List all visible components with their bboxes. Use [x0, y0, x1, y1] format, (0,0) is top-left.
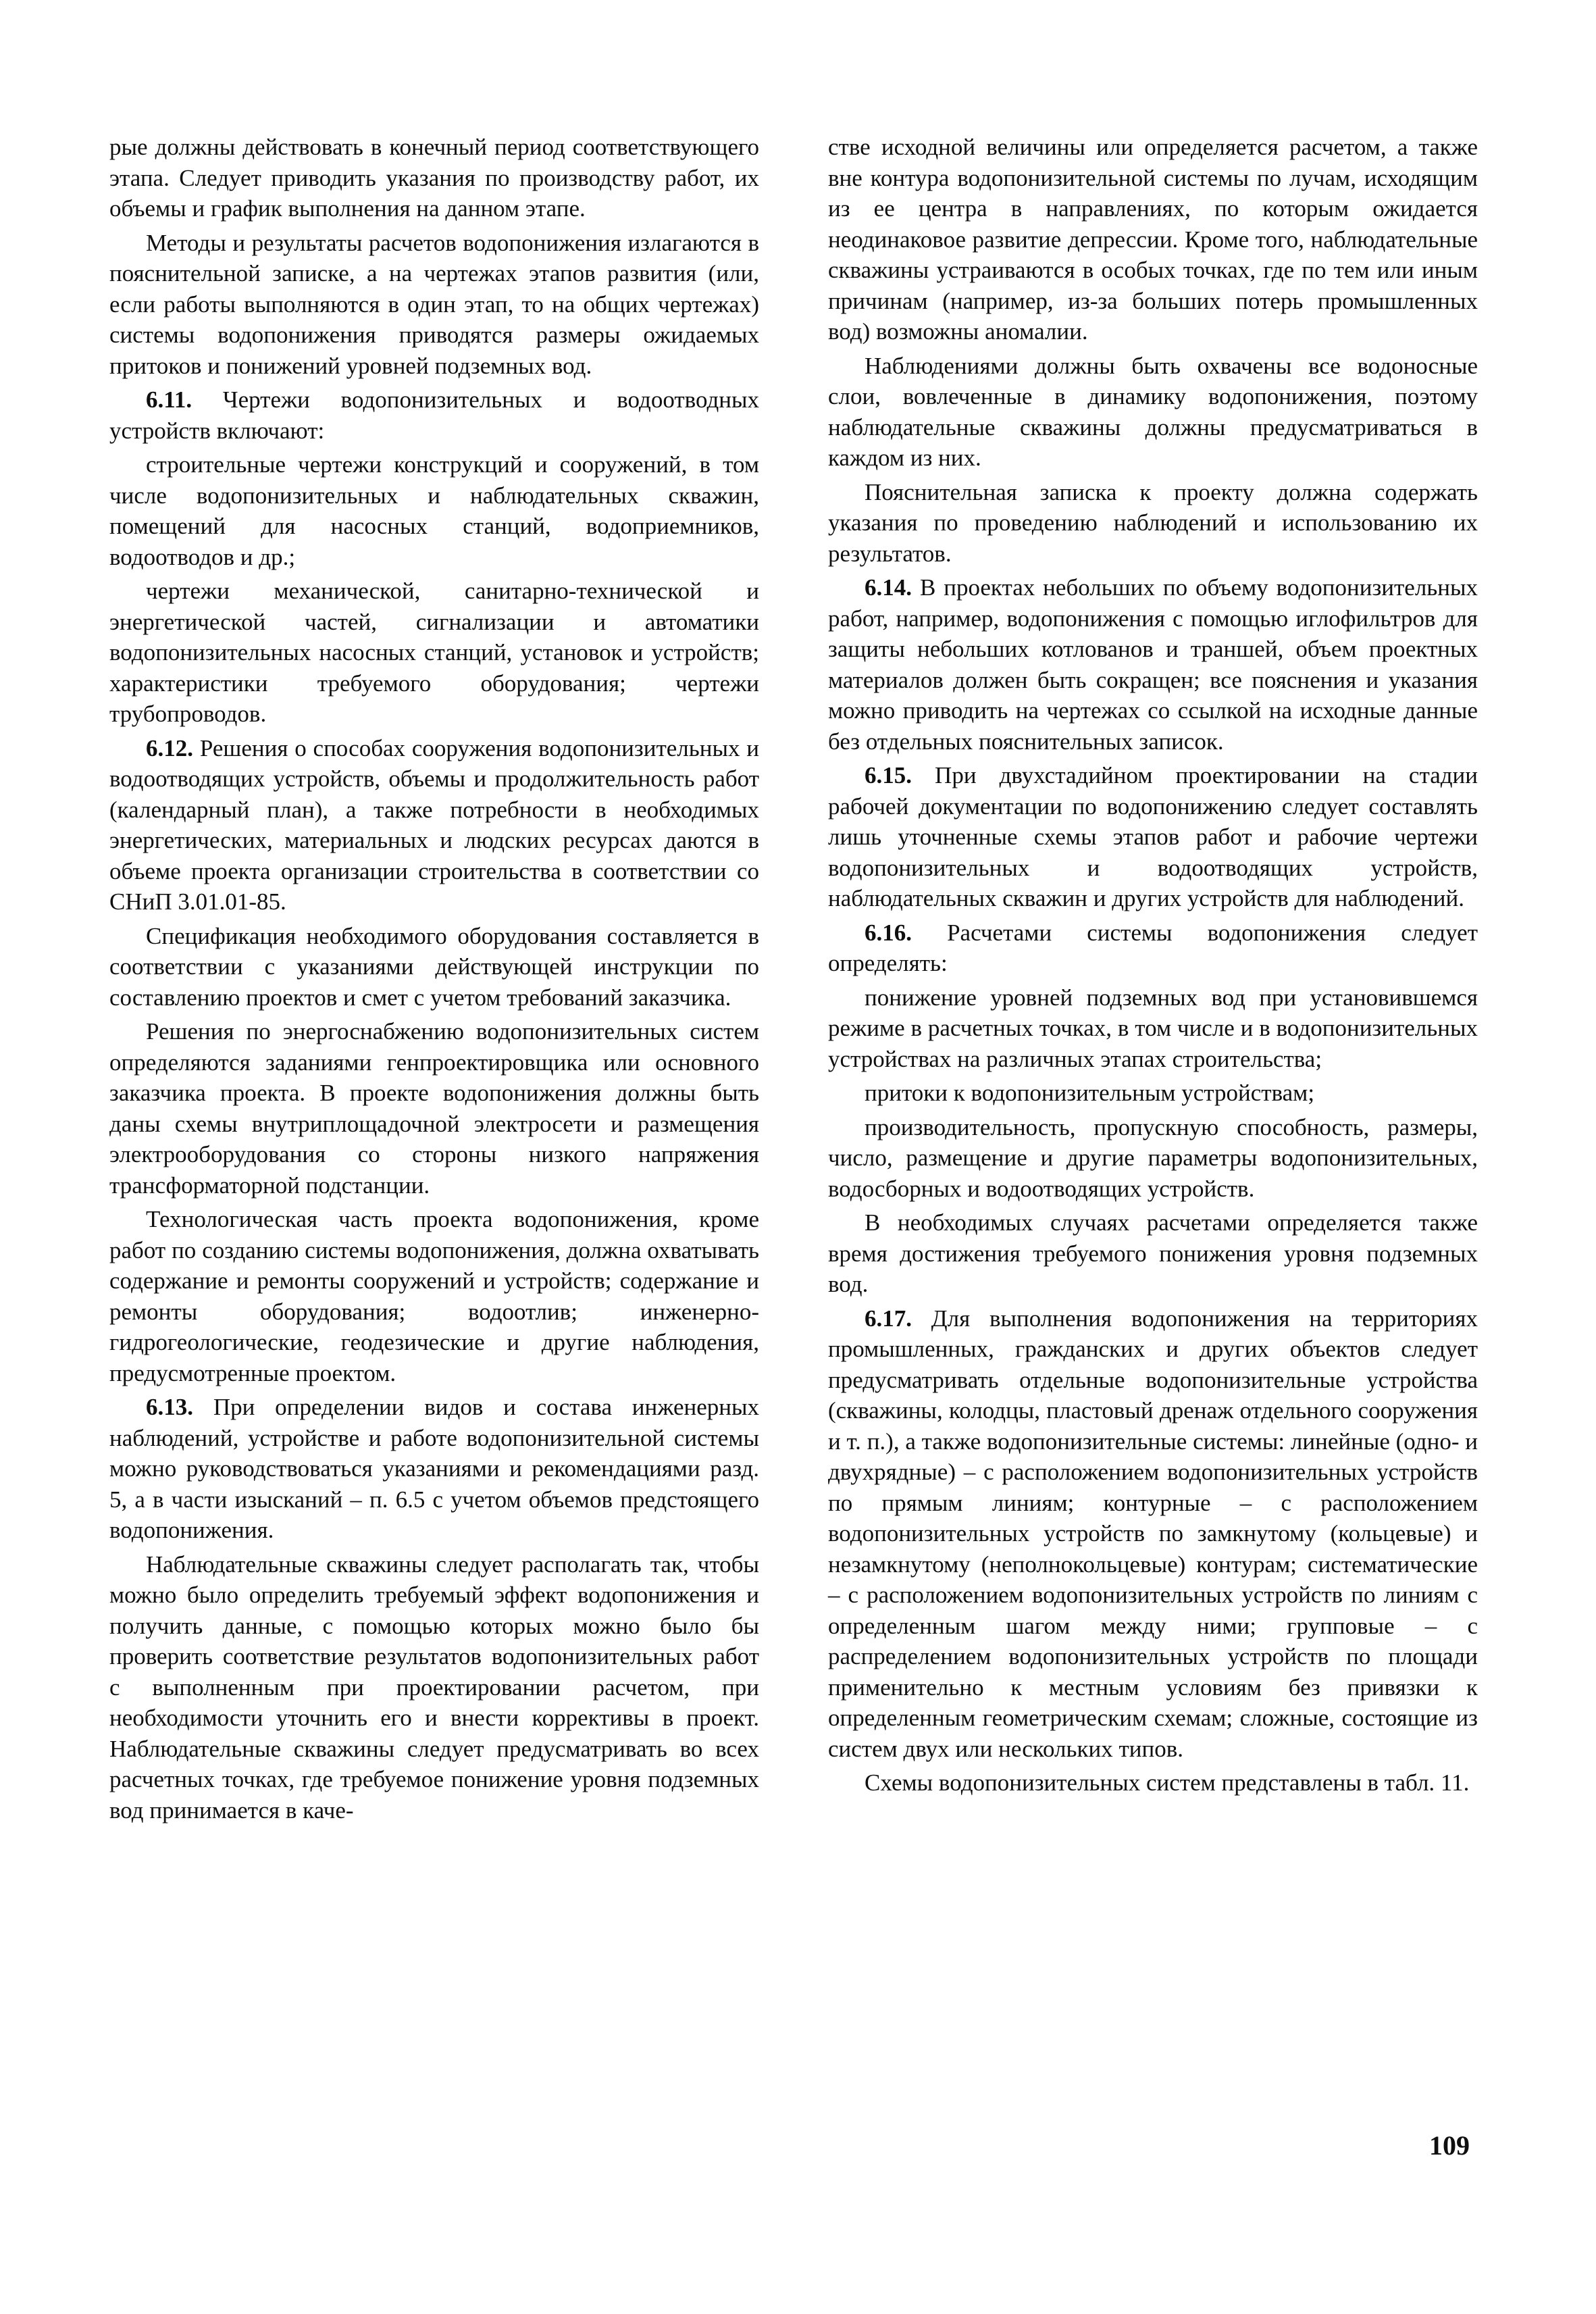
- paragraph: Схемы водопонизительных систем представлены в табл. 11.: [865, 1769, 1470, 1796]
- left-column: [109, 132, 759, 1829]
- section-paragraph-6-14: [828, 572, 1478, 757]
- section-number: 6.15.: [865, 762, 912, 788]
- list-paragraph: притоки к водопонизительным устройствам;: [865, 1080, 1315, 1106]
- paragraph-text: Для выполнения водопонижения на территориях промышленных, гражданских и других объектов следует предусматривать отдельные водопонизительные устройства (скважины, колодцы, пластовый дренаж отдельного сооружения и т. п.), а также водопонизительные системы: линейные (одно- и двухрядные) – с расположением водопонизительных устройств по прямым линиям; контурные – с расположением водопонизительных устройств по замкнутому (кольцевые) и незамкнутому (неполнокольцевые) контурам; систематические – с расположением водопонизительных устройств по линиям с определенным шагом между ними; групповые – с распределением водопонизительных устройств по площади применительно к местным условиям без привязки к определенным геометрическим схемам; сложные, состоящие из систем двух или нескольких типов.: [828, 1305, 1478, 1762]
- paragraph: рые должны действовать в конечный период соответствующего этапа. Следует приводить указания по производству работ, их объемы и график выполнения на данном этапе.: [109, 134, 759, 222]
- section-paragraph-6-16: [828, 917, 1478, 979]
- paragraph: Наблюдениями должны быть охвачены все водоносные слои, вовлеченные в динамику водопонижения, поэтому наблюдательные скважины должны предусматриваться в каждом из них.: [828, 352, 1478, 471]
- paragraph-text: При определении видов и состава инженерных наблюдений, устройстве и работе водопонизительной системы можно руководствоваться указаниями и рекомендациями разд. 5, а в части изысканий – п. 6.5 с учетом объемов предстоящего водопонижения.: [109, 1394, 759, 1543]
- paragraph: Методы и результаты расчетов водопонижения излагаются в пояснительной записке, а на чертежах этапов развития (или, если работы выполняются в один этап, то на общих чертежах) системы водопонижения приводятся размеры ожидаемых притоков и понижений уровней подземных вод.: [109, 229, 759, 379]
- list-paragraph: понижение уровней подземных вод при установившемся режиме в расчетных точках, в том числе и в водопонизительных устройствах на различных этапах строительства;: [828, 984, 1478, 1072]
- page-number: 109: [1429, 2130, 1470, 2161]
- section-paragraph-6-17: [828, 1303, 1478, 1765]
- list-paragraph: чертежи механической, санитарно-технической и энергетической частей, сигнализации и автоматики водопонизительных насосных станций, установок и устройств; характеристики требуемого оборудования; чертежи трубопроводов.: [109, 578, 759, 727]
- paragraph: Технологическая часть проекта водопонижения, кроме работ по созданию системы водопонижения, должна охватывать содержание и ремонты сооружений и устройств; содержание и ремонты оборудования; водоотлив; инженерно-гидрогеологические, геодезические и другие наблюдения, предусмотренные проектом.: [109, 1206, 759, 1386]
- section-paragraph-6-15: [828, 760, 1478, 914]
- paragraph: Спецификация необходимого оборудования составляется в соответствии с указаниями действующей инструкции по составлению проектов и смет с учетом требований заказчика.: [109, 922, 759, 1011]
- right-column: [828, 132, 1478, 1802]
- paragraph: В необходимых случаях расчетами определяется также время достижения требуемого понижения уровня подземных вод.: [828, 1209, 1478, 1297]
- paragraph: Пояснительная записка к проекту должна содержать указания по проведению наблюдений и использованию их результатов.: [828, 478, 1478, 567]
- section-paragraph-6-13: [109, 1392, 759, 1546]
- section-number: 6.14.: [865, 574, 912, 601]
- section-number: 6.12.: [146, 734, 193, 761]
- paragraph: Решения по энергоснабжению водопонизительных систем определяются заданиями генпроектировщика или основного заказчика проекта. В проекте водопонижения должны быть даны схемы внутриплощадочной электросети и размещения электрооборудования со стороны низкого напряжения трансформаторной подстанции.: [109, 1018, 759, 1199]
- section-paragraph-6-11: [109, 384, 759, 446]
- list-paragraph: производительность, пропускную способность, размеры, число, размещение и другие параметры водопонизительных, водосборных и водоотводящих устройств.: [828, 1113, 1478, 1202]
- paragraph-text: Расчетами системы водопонижения следует определять:: [828, 919, 1478, 976]
- paragraph: стве исходной величины или определяется расчетом, а также вне контура водопонизительной системы по лучам, исходящим из ее центра в направлениях, по которым ожидается неодинаковое развитие депрессии. Кроме того, наблюдательные скважины устраиваются в особых точках, где по тем или иным причинам (например, из-за больших потерь промышленных вод) возможны аномалии.: [828, 134, 1478, 345]
- section-number: 6.16.: [865, 919, 912, 946]
- list-paragraph: строительные чертежи конструкций и сооружений, в том числе водопонизительных и наблюдательных скважин, помещений для насосных станций, водоприемников, водоотводов и др.;: [109, 451, 759, 570]
- paragraph-text: Чертежи водопонизительных и водоотводных устройств включают:: [109, 386, 759, 444]
- section-number: 6.13.: [146, 1394, 193, 1420]
- section-number: 6.11.: [146, 386, 192, 413]
- paragraph-text: Решения о способах сооружения водопонизительных и водоотводящих устройств, объемы и продолжительность работ (календарный план), а также потребности в необходимых энергетических, материальных и людских ресурсах даются в объеме проекта организации строительства в соответствии со СНиП 3.01.01-85.: [109, 734, 760, 915]
- paragraph: Наблюдательные скважины следует располагать так, чтобы можно было определить требуемый эффект водопонижения и получить данные, с помощью которых можно было бы проверить соответствие результатов водопонизительных работ с выполненным при проектировании расчетом, при необходимости уточнить его и внести коррективы в проект. Наблюдательные скважины следует предусматривать во всех расчетных точках, где требуемое понижение уровня подземных вод принимается в каче-: [109, 1551, 759, 1823]
- section-paragraph-6-12: [109, 733, 759, 917]
- paragraph-text: При двухстадийном проектировании на стадии рабочей документации по водопонижению следует составлять лишь уточненные схемы этапов работ и рабочие чертежи водопонизительных и водоотводящих устройств, наблюдательных скважин и других устройств для наблюдений.: [828, 762, 1478, 911]
- paragraph-text: В проектах небольших по объему водопонизительных работ, например, водопонижения с помощью иглофильтров для защиты небольших котлованов и траншей, объем проектных материалов должен быть сокращен; все пояснения и указания можно приводить на чертежах со ссылкой на исходные данные без отдельных пояснительных записок.: [828, 574, 1478, 755]
- section-number: 6.17.: [865, 1305, 912, 1332]
